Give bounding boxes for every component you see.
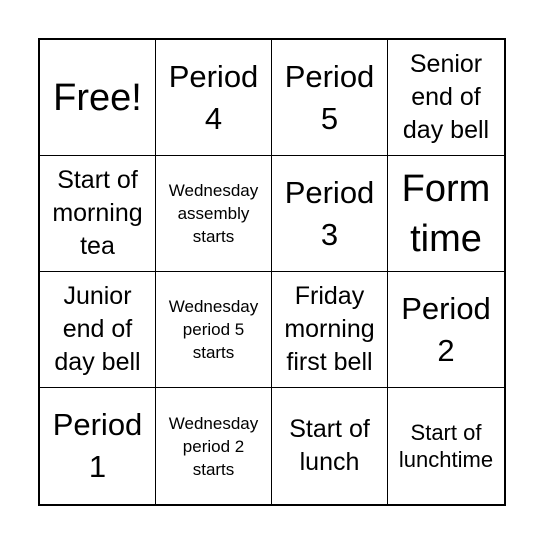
bingo-cell[interactable] bbox=[156, 40, 272, 156]
cell-text: Period 1 bbox=[52, 407, 143, 484]
bingo-cell[interactable] bbox=[272, 156, 388, 272]
cell-text: Period 5 bbox=[284, 58, 375, 136]
cell-text: Start of lunch bbox=[289, 415, 370, 476]
bingo-cell[interactable] bbox=[40, 388, 156, 504]
cell-text: Start of lunchtime bbox=[398, 420, 494, 472]
bingo-cell[interactable] bbox=[40, 40, 156, 156]
cell-text: Senior end of day bell bbox=[402, 50, 490, 144]
bingo-cell[interactable] bbox=[272, 388, 388, 504]
cell-text: Wednesday period 2 starts bbox=[168, 413, 259, 479]
cell-text: Wednesday period 5 starts bbox=[168, 297, 259, 362]
cell-text: Period 3 bbox=[284, 174, 375, 252]
bingo-cell[interactable] bbox=[272, 272, 388, 388]
bingo-board bbox=[38, 38, 506, 506]
bingo-cell[interactable] bbox=[388, 40, 504, 156]
cell-text: Free! bbox=[53, 76, 142, 119]
bingo-cell[interactable] bbox=[388, 388, 504, 504]
bingo-cell[interactable] bbox=[272, 40, 388, 156]
bingo-cell[interactable] bbox=[40, 156, 156, 272]
cell-text: Junior end of day bell bbox=[54, 282, 141, 376]
cell-text: Form time bbox=[401, 167, 491, 260]
bingo-cell[interactable] bbox=[388, 272, 504, 388]
bingo-cell[interactable] bbox=[156, 156, 272, 272]
cell-text: Wednesday assembly starts bbox=[168, 181, 259, 246]
bingo-cell[interactable] bbox=[388, 156, 504, 272]
bingo-cell[interactable] bbox=[156, 388, 272, 504]
cell-text: Start of morning tea bbox=[52, 166, 143, 260]
cell-text: Friday morning first bell bbox=[284, 282, 375, 376]
bingo-cell[interactable] bbox=[40, 272, 156, 388]
cell-text: Period 4 bbox=[168, 58, 259, 136]
cell-text: Period 2 bbox=[401, 290, 491, 368]
bingo-cell[interactable] bbox=[156, 272, 272, 388]
